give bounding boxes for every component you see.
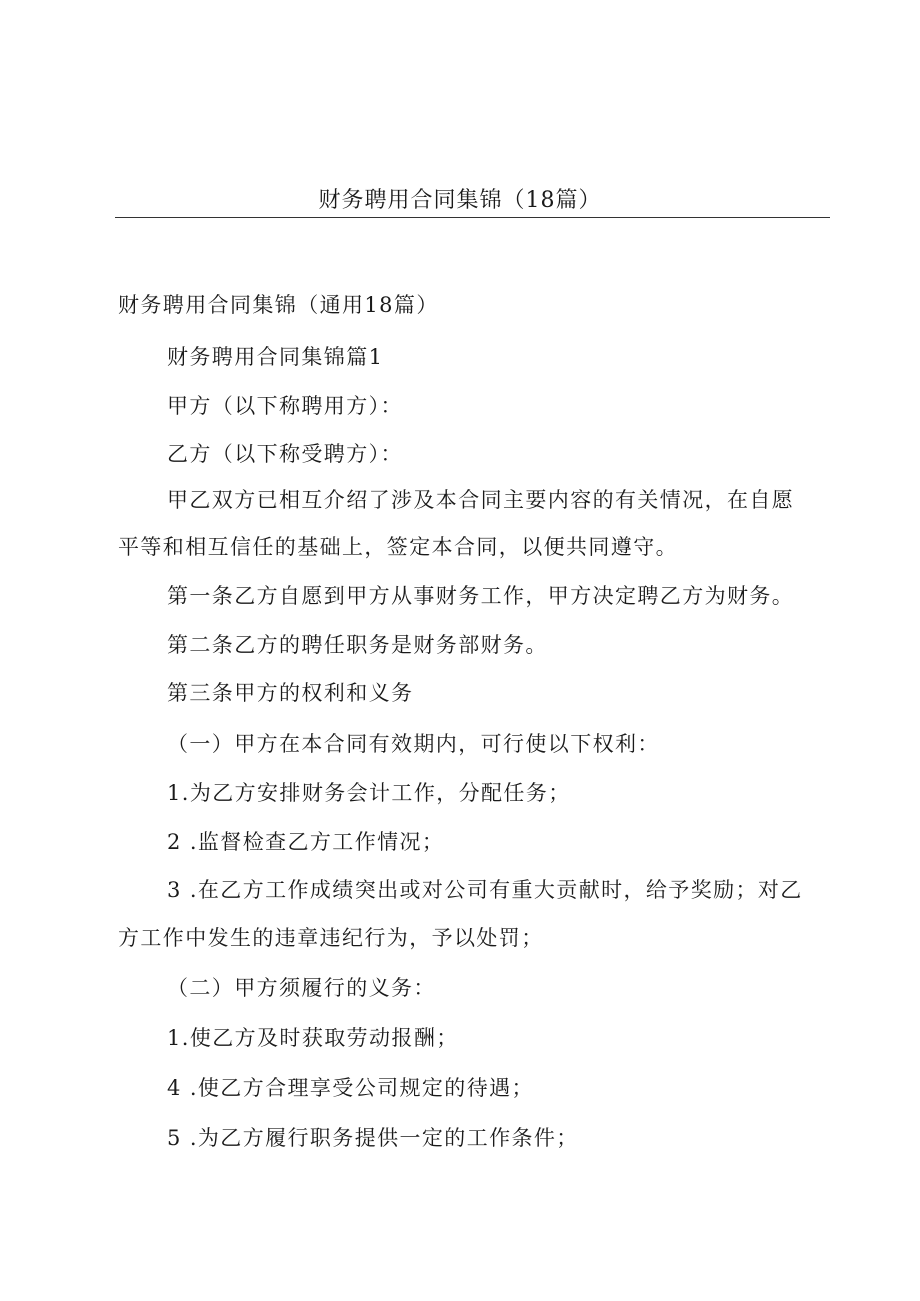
section-heading: 财务聘用合同集锦篇1 <box>167 345 384 369</box>
title-underline <box>115 217 830 218</box>
clause-line: （一）甲方在本合同有效期内，可行使以下权利： <box>167 732 660 756</box>
party-a-line: 甲方（以下称聘用方）： <box>167 394 403 418</box>
list-item-continuation: 方工作中发生的违章违纪行为，予以处罚； <box>118 926 544 950</box>
party-b-line: 乙方（以下称受聘方）： <box>167 442 403 466</box>
paragraph-line: 甲乙双方已相互介绍了涉及本合同主要内容的有关情况，在自愿 <box>167 488 795 512</box>
list-item: 5 .为乙方履行职务提供一定的工作条件； <box>167 1126 579 1150</box>
list-item: 1.为乙方安排财务会计工作，分配任务； <box>167 781 571 805</box>
document-subtitle: 财务聘用合同集锦（通用18篇） <box>118 293 439 317</box>
paragraph-line: 平等和相互信任的基础上，签定本合同，以便共同遵守。 <box>118 535 678 559</box>
document-title: 财务聘用合同集锦（18篇） <box>318 188 602 213</box>
article-line: 第一条乙方自愿到甲方从事财务工作，甲方决定聘乙方为财务。 <box>167 584 795 608</box>
list-item: 2 .监督检查乙方工作情况； <box>167 830 445 854</box>
article-line: 第二条乙方的聘任职务是财务部财务。 <box>167 633 548 657</box>
article-line: 第三条甲方的权利和义务 <box>167 681 414 705</box>
clause-line: （二）甲方须履行的义务： <box>167 976 436 1000</box>
list-item: 4 .使乙方合理享受公司规定的待遇； <box>167 1076 534 1100</box>
list-item: 3 .在乙方工作成绩突出或对公司有重大贡献时，给予奖励；对乙 <box>167 878 803 902</box>
list-item: 1.使乙方及时获取劳动报酬； <box>167 1026 459 1050</box>
